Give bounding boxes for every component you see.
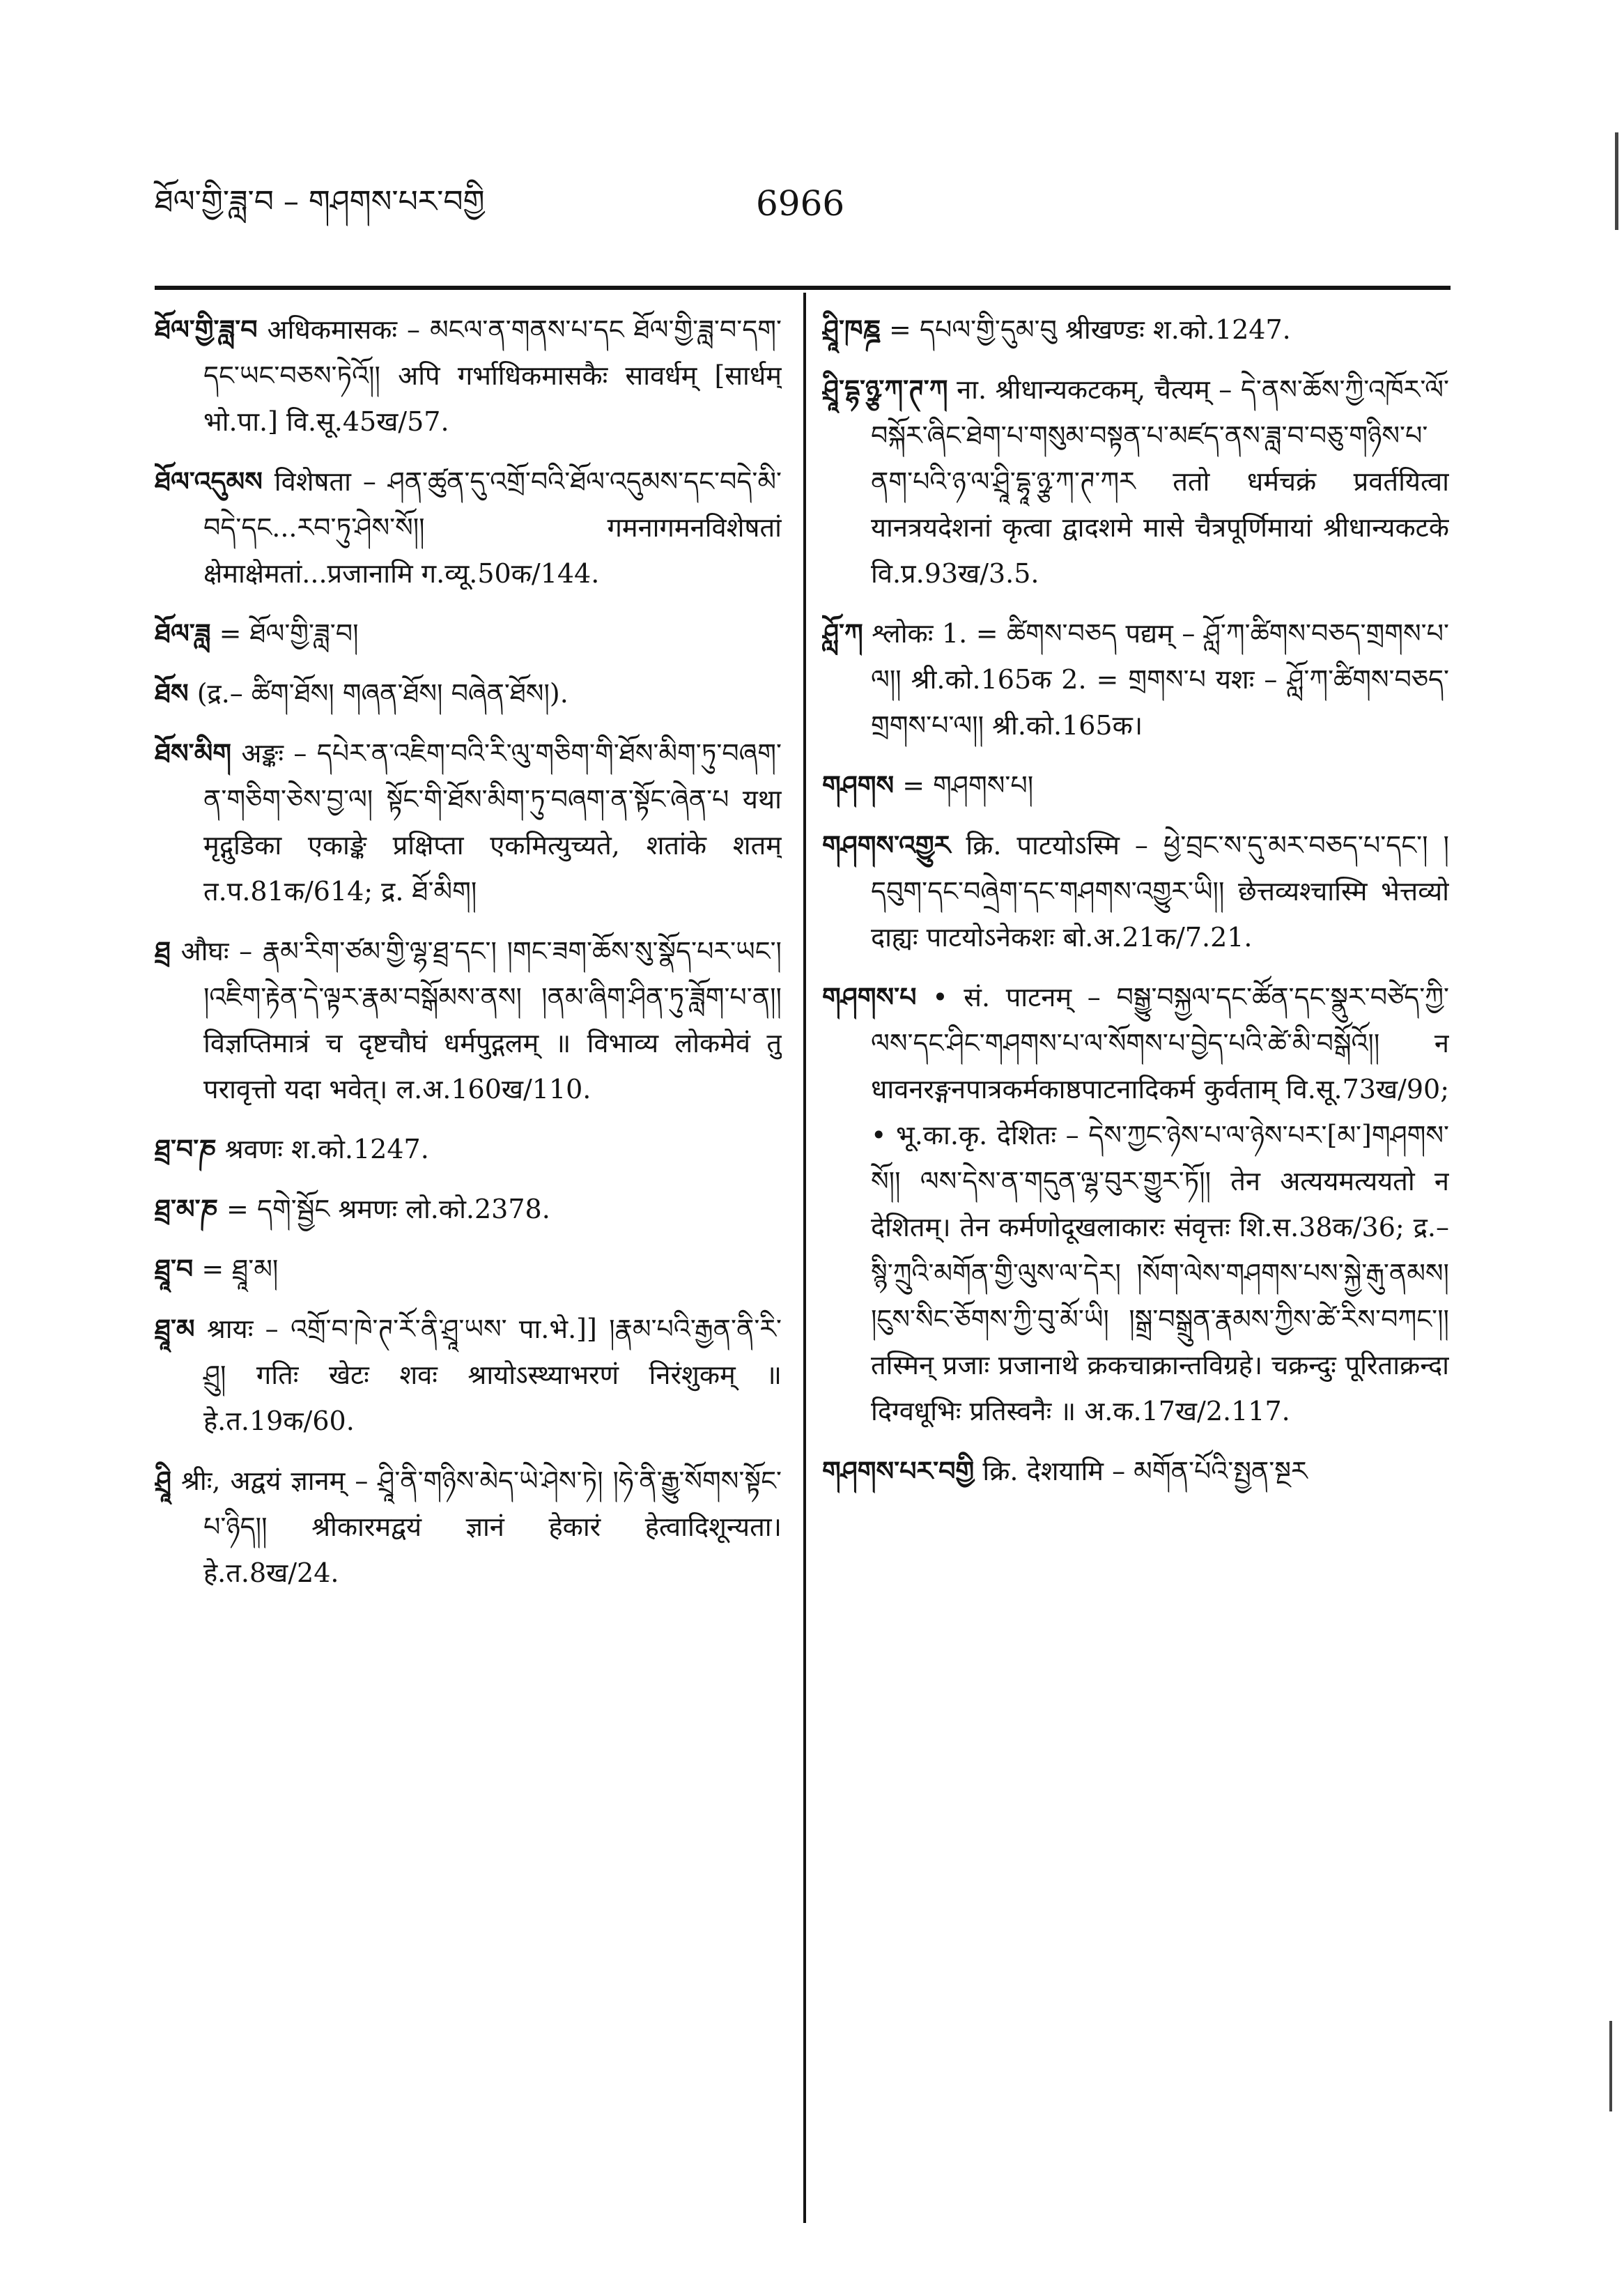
entry-body: = གཤགས་པ། <box>902 770 1034 801</box>
dictionary-entry <box>155 1126 782 1172</box>
entry-body: ना. श्रीधान्यकटकम्, चैत्यम् – དེ་ནས་ཆོས་ཀྱི་འཁོར་ལོ་བསྐོར་ཞིང་ཐེག་པ་གསུམ་བསྟན་པ་མཛད་ནས་ཟླ་བ་བཅུ་གཉིས་པ་ནག་པའི་ཉ་ལ་ཤྲཱི་དྷཱ་ཉྩ་ཀ་ཊ་ཀར ततो धर्मचक्रं प्रवर्तयित्वा यानत्रयदेशनां कृत्वा द्वादशमे मासे चैत्रपूर्णिमायां श्रीधान्यकटके वि.प्र.93ख/3.5. <box>871 374 1449 589</box>
page-number: 6966 <box>756 183 845 224</box>
header-rule <box>155 286 1451 290</box>
entry-headword: ཐོལ་ཟླ <box>155 617 211 649</box>
entry-headword: ཤློ་ཀ <box>822 617 863 649</box>
entry-body: श्लोकः 1. = ཚིགས་བཅད पद्यम् – ཤློ་ཀ་ཚིགས་བཅད་གྲགས་པ་ལ།། श्री.को.165क 2. = གྲགས་པ यशः – ཤློ་ཀ་ཚིགས་བཅད་གྲགས་པ་ལ།། श्री.को.165क। <box>871 618 1449 741</box>
entry-body: अधिकमासकः – མངལ་ན་གནས་པ་དང ཐོལ་གྱི་ཟླ་བ་དག་དང་ཡང་བཅས་ཏེའོ།། अपि गर्भाधिकमासकैः सावर्धम् [सार्धम् भो.पा.] वि.सू.45ख/57. <box>203 314 782 437</box>
entry-headword: ཐོལ་འདུམས <box>155 466 263 497</box>
entry-body: विशेषता – ཤན་ཚུན་དུ་འགྲོ་བའི་ཐོལ་འདུམས་དང་བདེ་མི་བདེ་དང...རབ་ཏུ་ཤེས་སོ།། गमनागमनविशेषतां क्षेमाक्षेमतां...प्रजानामि ग.व्यू.50क/144. <box>203 466 782 589</box>
entry-body: = དཔལ་གྱི་དུམ་བུ श्रीखण्डः श.को.1247. <box>889 314 1291 345</box>
dictionary-entry <box>822 610 1449 748</box>
entry-body: क्रि. पाटयोऽस्मि – ཕྱེ་བྲང་ས་དུ་མར་བཅད་པ་དང་། །དབུག་དང་བཞྲེག་དང་གཤགས་འགྱུར་ཡི།། छेत्तव्यश्चास्मि भेत्तव्यो दाह्यः पाटयोऽनेकशः बो.अ.21क/7.21. <box>871 830 1449 953</box>
entry-headword: ཤྲཱི <box>155 1465 172 1496</box>
entry-headword: ཐོལ་གྱི་ཟླ་བ <box>155 314 258 345</box>
entry-headword: ཐྲ་མ་ཎ <box>155 1193 218 1224</box>
dictionary-entry <box>822 822 1449 960</box>
dictionary-entry <box>155 1246 782 1292</box>
entry-body: श्रायः – འགྲོ་བ་ཁེ་ཊ་རོ་ནི་ཤྲཱ་ཡས་ पा.भे.]] །རྣམ་པའི་རྒྱན་ནི་རི་ཤྲུ། गतिः खेटः शवः श्रायोऽस्थ्याभरणं निरंशुकम् ॥ हे.त.19क/60. <box>203 1314 782 1436</box>
entry-body: क्रि. देशयामि – མགོན་པོའི་སྤྱན་སྔར <box>982 1456 1308 1486</box>
dictionary-entry <box>822 307 1449 353</box>
entry-headword: ཐྲ་བ་ཎ <box>155 1133 217 1164</box>
entry-headword: ཐོས <box>155 677 189 709</box>
entry-headword: ཐྲཱ་མ <box>155 1313 195 1344</box>
entry-body: = ཐོལ་གྱི་ཟླ་བ། <box>219 618 359 649</box>
scan-edge-mark <box>1609 2021 1612 2111</box>
dictionary-entry <box>155 1458 782 1596</box>
entry-headword: གཤགས་པ <box>822 981 917 1013</box>
running-header: ཐོལ་གྱི་ཟླ་བ – གཤགས་པར་བགྱི <box>155 184 485 220</box>
dictionary-entry <box>155 928 782 1112</box>
entry-body: औघः – རྣམ་རིག་ཙམ་གྱི་ལྷ་ཐྲ་དང་། །གང་ཟག་ཆོས་སུ་སྣོད་པར་ཡང་། །འཇིག་རྟེན་དེ་ལྟར་རྣམ་བསྒོམས་ནས། །ནམ་ཞིག་ཤིན་ཏུ་ཟློག་པ་ན།། विज्ञप्तिमात्रं च दृष्टचौघं धर्मपुद्गलम् ॥ विभाव्य लोकमेवं तु परावृत्तो यदा भवेत्। ल.अ.160ख/110. <box>180 936 782 1105</box>
column-divider <box>803 293 806 2223</box>
dictionary-entry <box>822 1448 1449 1494</box>
entry-headword: ཐོས་མིག <box>155 737 232 769</box>
dictionary-entry <box>155 670 782 716</box>
dictionary-entry <box>155 459 782 597</box>
dictionary-entry <box>155 730 782 914</box>
dictionary-entry <box>155 1186 782 1232</box>
entry-headword: ཤྲཱི་ཁཎྜ <box>822 314 881 345</box>
entry-headword: གཤགས་པར་བགྱི <box>822 1455 975 1486</box>
right-column <box>822 307 1449 2202</box>
entry-body: = ཐྲཱ་མ། <box>201 1254 279 1284</box>
dictionary-entry <box>155 1306 782 1444</box>
dictionary-entry <box>155 307 782 445</box>
dictionary-entry <box>822 367 1449 597</box>
entry-headword: ཐྲཱ་བ <box>155 1253 194 1284</box>
dictionary-entry <box>822 974 1449 1434</box>
entry-headword: གཤགས <box>822 769 895 801</box>
entry-headword: ཤྲཱི་དྷ་ཉྩ་ཀ་ཊ་ཀ <box>822 374 948 405</box>
entry-body: अङ्कः – དཔེར་ན་འཇིག་བའི་རི་ལུ་གཅིག་གི་ཐོས་མིག་ཏུ་བཞག་ན་གཅིག་ཅེས་བྱ་ལ། སྟོང་གི་ཐོས་མིག་ཏུ་བཞག་ན་སྟོང་ཞེན་པ यथा मृद्गुडिका एकाङ्के प्रक्षिप्ता एकमित्युच्यते, शतांके शतम् त.प.81क/614; द्र. ཐོ་མིག། <box>203 738 782 907</box>
entry-body: (द्र.– ཚིག་ཐོས། གཞན་ཐོས། བཞེན་ཐོས།). <box>196 678 569 709</box>
scan-edge-mark <box>1615 132 1618 230</box>
dictionary-entry <box>155 610 782 656</box>
entry-headword: ཐྲ <box>155 935 171 967</box>
entry-body: श्रीः, अद्वयं ज्ञानम् – ཤྲཱི་ནི་གཉིས་མེད་ཡེ་ཤེས་ཏེ། །ཧེ་ནི་རྒྱུ་སོགས་སྟོང་པ་ཉིད།། श्रीकारमद्वयं ज्ञानं हेकारं हेत्वादिशून्यता। हे.त.8ख/24. <box>181 1465 782 1588</box>
entry-body: श्रवणः श.को.1247. <box>224 1134 429 1164</box>
entry-body: = དགེ་སྦྱོང श्रमणः लो.को.2378. <box>226 1194 550 1224</box>
dictionary-entry <box>822 762 1449 808</box>
left-column <box>155 307 782 2202</box>
entry-headword: གཤགས་འགྱུར <box>822 829 951 861</box>
entry-body: • सं. पाटनम् – བསྒྱུ་བསྐྱལ་དང་ཚོན་དང་སྣུར་བཙེད་ཀྱི་ལས་དང་ཤིང་གཤགས་པ་ལ་སོགས་པ་བྱེད་པའི་ཚེ་མི་བསྒོའོ།། न धावनरङ्गनपात्रकर्मकाष्ठपाटनादिकर्म कुर्वताम् वि.सू.73ख/90; • भू.का.कृ. देशितः – དེས་ཀྱང་ཉེས་པ་ལ་ཉེས་པར་[མ་]གཤགས་སོ།། ལས་དེས་ན་གདུན་ལྷ་བུར་གྱུར་ཏོ།། तेन अत्ययमत्ययतो न देशितम्। तेन कर्मणोदूखलाकारः संवृत्तः शि.स.38क/36; द्र.– སྙི་ཀྲུའི་མགོན་གྱི་ལུས་ལ་དེར། །སོག་ལེས་གཤགས་པས་སྐྱེ་རྒུ་ནམས། །ངུས་སིང་ཅོགས་ཀྱི་བུ་མོ་ཡི། །སྒྲ་བསྒྲུན་རྣམས་ཀྱིས་ཚེ་རིས་བཀང་།། तस्मिन् प्रजाः प्रजानाथे क्रकचाक्रान्तविग्रहे। चक्रन्दुः पूरिताक्रन्दा दिग्वधूभिः प्रतिस्वनैः ॥ अ.क.17ख/2.117. <box>871 982 1449 1426</box>
